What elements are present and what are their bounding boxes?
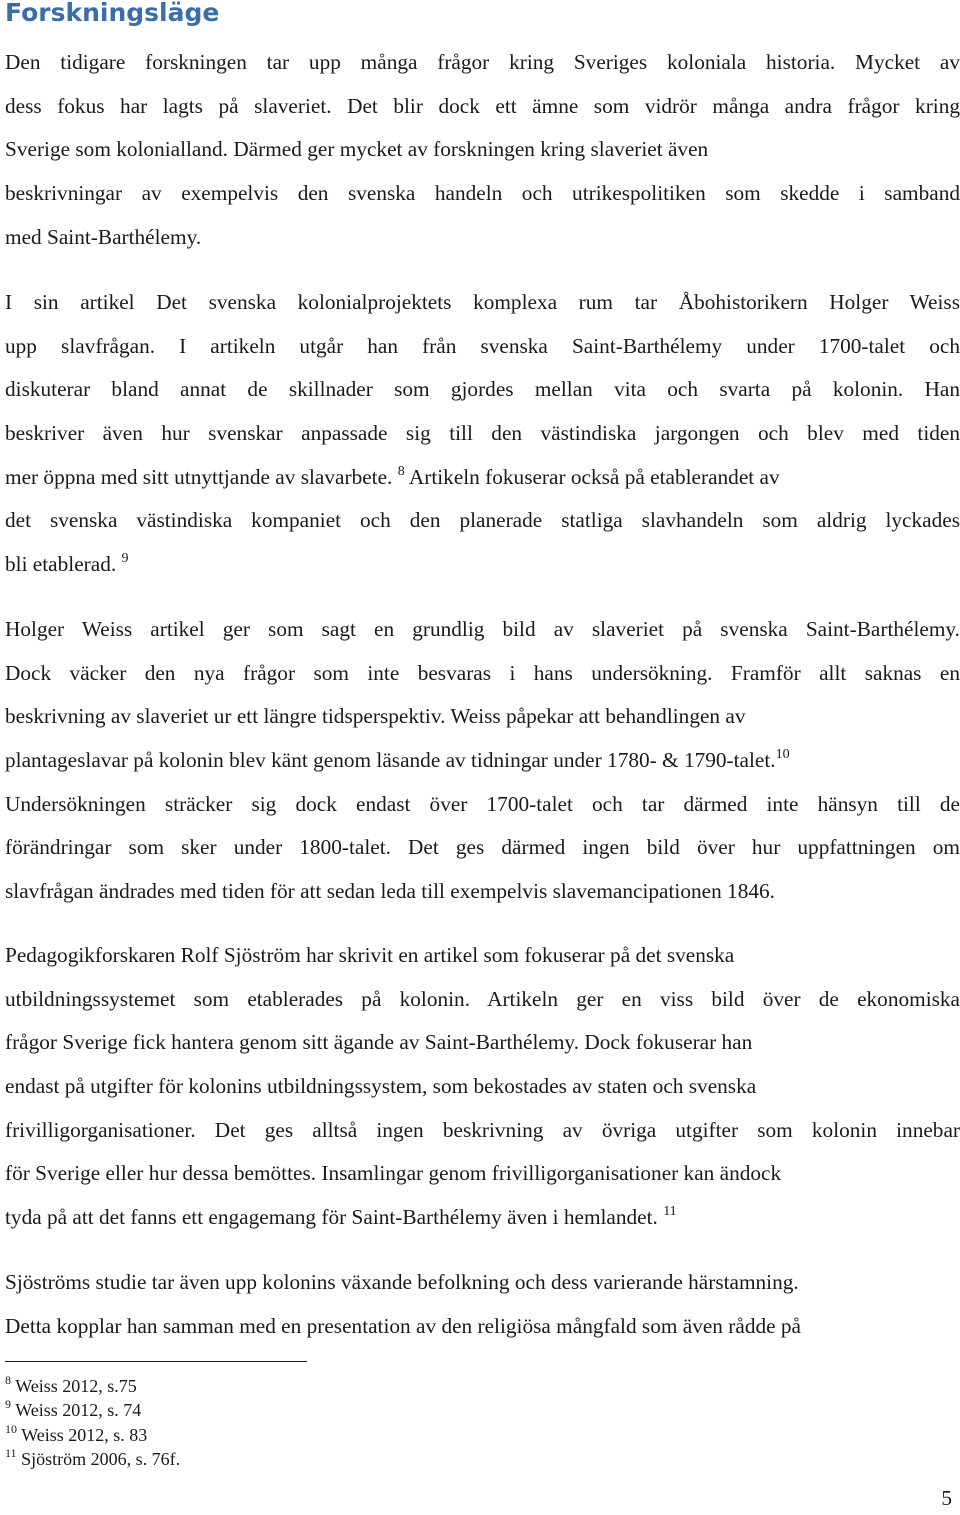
paragraph-line: dess fokus har lagts på slaveriet. Det blir dock ett ämne som vidrör många andra frågor kring — [5, 93, 960, 118]
paragraph-line: Sjöströms studie tar även upp kolonins växande befolkning och dess varierande härstamning. — [5, 1270, 799, 1294]
paragraph-line: Sverige som kolonialland. Därmed ger mycket av forskningen kring slaveriet även — [5, 137, 709, 162]
footnote-ref-8[interactable]: 8 — [397, 463, 405, 479]
footnote-item — [5, 1398, 180, 1422]
footnote-number: 10 — [5, 1421, 17, 1436]
footnote-separator — [5, 1361, 307, 1362]
paragraph-line: upp slavfrågan. I artikeln utgår han från svenska Saint-Barthélemy under 1700-talet och — [5, 333, 960, 358]
footnote-text: Weiss 2012, s.75 — [15, 1376, 137, 1396]
paragraph-line — [5, 456, 960, 500]
paragraph-line — [5, 739, 960, 783]
paragraph-line: slavfrågan ändrades med tiden för att sedan leda till exempelvis slavemancipationen 1846. — [5, 879, 775, 904]
paragraph-line: Holger Weiss artikel ger som sagt en grundlig bild av slaveriet på svenska Saint-Barthélemy. — [5, 617, 960, 641]
paragraph-line: frivilligorganisationer. Det ges alltså ingen beskrivning av övriga utgifter som kolonin innebar — [5, 1117, 960, 1142]
paragraph-line: frågor Sverige fick hantera genom sitt ägande av Saint-Barthélemy. Dock fokuserar han — [5, 1030, 753, 1055]
paragraph-line — [5, 1196, 960, 1240]
line-text: plantageslavar på kolonin blev känt genom läsande av tidningar under 1780- & 1790-talet. — [5, 748, 776, 773]
paragraph-line: Detta kopplar han samman med en presentation av den religiösa mångfald som även rådde på — [5, 1313, 801, 1338]
section-heading: Forskningsläge — [5, 0, 220, 27]
line-text: tyda på att det fanns ett engagemang för Saint-Barthélemy även i hemlandet. — [5, 1205, 658, 1230]
footnote-ref-11[interactable]: 11 — [663, 1204, 677, 1220]
page-number: 5 — [941, 1486, 952, 1510]
footnote-ref-10[interactable]: 10 — [775, 747, 790, 763]
paragraph-line: med Saint-Barthélemy. — [5, 224, 202, 249]
footnote-ref-9[interactable]: 9 — [121, 551, 129, 567]
line-text: mer öppna med sitt utnyttjande av slavarbete. — [5, 464, 393, 489]
footnote-item — [5, 1423, 180, 1447]
footnote-text: Sjöström 2006, s. 76f. — [21, 1449, 181, 1470]
paragraph-1 — [5, 41, 960, 259]
line-text: Artikeln fokuserar också på etablerandet av — [408, 464, 780, 489]
paragraph-line: Dock väcker den nya frågor som inte besvaras i hans undersökning. Framför allt saknas en — [5, 660, 960, 685]
paragraph-line: beskriver även hur svenskar anpassade sig till den västindiska jargongen och blev med tiden — [5, 421, 960, 446]
footnote-text: Weiss 2012, s. 83 — [21, 1424, 148, 1445]
footnote-item — [5, 1374, 180, 1398]
paragraph-line — [5, 543, 960, 587]
paragraph-line: beskrivningar av exempelvis den svenska handeln och utrikespolitiken som skedde i samband — [5, 181, 960, 206]
paragraph-line: Undersökningen sträcker sig dock endast över 1700-talet och tar därmed inte hänsyn till de — [5, 791, 960, 816]
paragraph-5 — [5, 1261, 960, 1348]
paragraph-line: diskuterar bland annat de skillnader som gjordes mellan vita och svarta på kolonin. Han — [5, 377, 960, 402]
paragraph-line: förändringar som sker under 1800-talet. Det ges därmed ingen bild över hur uppfattningen om — [5, 835, 960, 860]
paragraph-line: det svenska västindiska kompaniet och den planerade statliga slavhandeln som aldrig lyckades — [5, 508, 960, 533]
paragraph-line: beskrivning av slaveriet ur ett längre tidsperspektiv. Weiss påpekar att behandlingen av — [5, 704, 746, 729]
paragraph-3 — [5, 608, 960, 914]
paragraph-line: I sin artikel Det svenska kolonialprojektets komplexa rum tar Åbohistorikern Holger Weiss — [5, 290, 960, 314]
footnote-list — [5, 1374, 180, 1472]
footnote-number: 9 — [5, 1397, 11, 1412]
footnote-text: Weiss 2012, s. 74 — [15, 1400, 142, 1421]
paragraph-line: Den tidigare forskningen tar upp många frågor kring Sveriges koloniala historia. Mycket av — [5, 50, 960, 74]
footnote-item — [5, 1447, 180, 1471]
footnote-number: 11 — [5, 1446, 17, 1461]
line-text: bli etablerad. — [5, 552, 117, 577]
paragraph-line: utbildningssystemet som etablerades på kolonin. Artikeln ger en viss bild över de ekonomiska — [5, 986, 960, 1011]
footnote-number: 8 — [5, 1373, 11, 1387]
paragraph-line: Pedagogikforskaren Rolf Sjöström har skrivit en artikel som fokuserar på det svenska — [5, 943, 735, 967]
paragraph-4 — [5, 934, 960, 1240]
paragraph-2 — [5, 281, 960, 587]
paragraph-line: endast på utgifter för kolonins utbildningssystem, som bekostades av staten och svenska — [5, 1074, 757, 1099]
paragraph-line: för Sverige eller hur dessa bemöttes. Insamlingar genom frivilligorganisationer kan ändock — [5, 1161, 782, 1186]
